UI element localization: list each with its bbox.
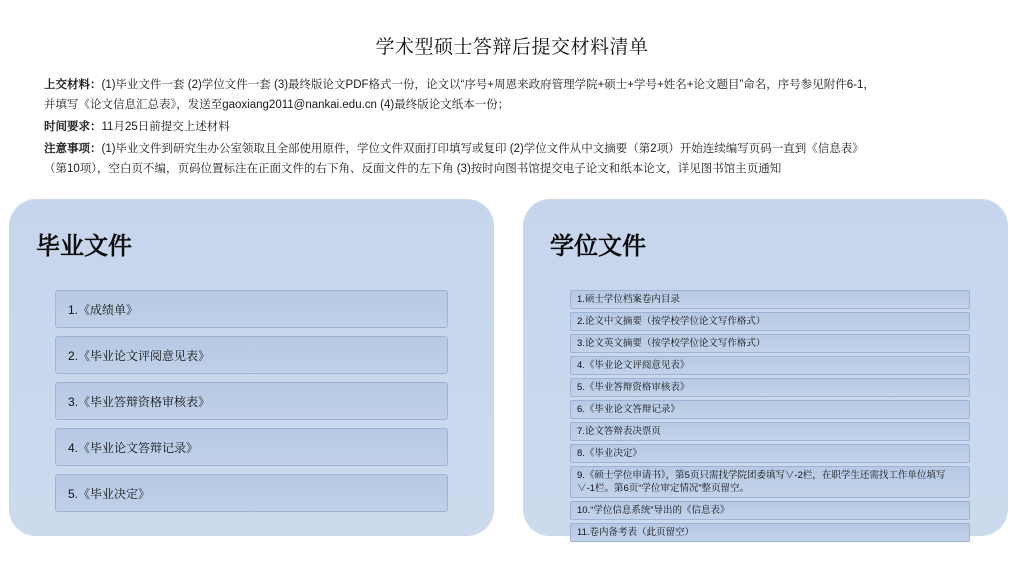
note-text: 并填写《论文信息汇总表》，发送至gaoxiang2011@nankai.edu.cn (4)最终版论文纸本一份； [44,99,510,111]
note-line [44,75,992,95]
list-item[interactable]: 5.《毕业决定》 [55,474,448,512]
note-text: (1)毕业文件到研究生办公室领取且全部使用原件，学位文件双面打印填写或复印 (2)学位文件从中文摘要（第2项）开始连续编写页码一直到《信息表》 [101,143,864,155]
note-label-deadline: 时间要求： [44,121,102,133]
note-block-materials [44,75,992,115]
list-degree-files [570,290,970,545]
list-item[interactable]: 4.《毕业论文答辩记录》 [55,428,448,466]
card-title-left: 毕业文件 [36,233,132,260]
page-title: 学术型硕士答辩后提交材料清单 [375,37,649,58]
card-graduation-files [10,200,493,535]
list-item[interactable]: 3.《毕业答辩资格审核表》 [55,382,448,420]
note-line [44,159,992,179]
note-line [44,95,992,115]
list-item[interactable]: 6.《毕业论文答辩记录》 [570,400,970,419]
list-item[interactable]: 3.论文英文摘要（按学校学位论文写作格式） [570,334,970,353]
note-label-cautions: 注意事项： [44,143,102,155]
card-title-right: 学位文件 [550,233,646,260]
list-item[interactable]: 8.《毕业决定》 [570,444,970,463]
list-item[interactable]: 5.《毕业答辩资格审核表》 [570,378,970,397]
list-item[interactable]: 4.《毕业论文评阅意见表》 [570,356,970,375]
note-line [44,139,992,159]
list-item[interactable]: 2.论文中文摘要（按学校学位论文写作格式） [570,312,970,331]
list-item[interactable]: 9.《硕士学位申请书》，第5页只需找学院团委填写∨-2栏，在职学生还需找工作单位填写∨-1栏。第6页“学位审定情况”整页留空。 [570,466,970,498]
list-item[interactable]: 7.论文答辩表决票页 [570,422,970,441]
note-block-deadline [44,117,992,137]
list-item[interactable]: 1.《成绩单》 [55,290,448,328]
note-line [44,117,992,137]
list-graduation-files [55,290,448,520]
note-block-cautions [44,139,992,179]
notes-section [44,75,992,181]
list-item[interactable]: 2.《毕业论文评阅意见表》 [55,336,448,374]
list-item[interactable]: 11.卷内备考表（此页留空） [570,523,970,542]
list-item[interactable]: 10.“学位信息系统”导出的《信息表》 [570,501,970,520]
note-text: （第10项），空白页不编，页码位置标注在正面文件的右下角、反面文件的左下角 (3)按时向图书馆提交电子论文和纸本论文，详见图书馆主页通知 [44,163,782,175]
note-label-materials: 上交材料： [44,79,102,91]
card-degree-files [524,200,1007,538]
cards-container [0,200,1024,550]
note-text: 11月25日前提交上述材料 [101,121,230,133]
note-text: (1)毕业文件一套 (2)学位文件一套 (3)最终版论文PDF格式一份，论文以“序号+周恩来政府管理学院+硕士+学号+姓名+论文题目”命名，序号参见附件6-1， [101,79,875,91]
list-item[interactable]: 1.硕士学位档案卷内目录 [570,290,970,309]
